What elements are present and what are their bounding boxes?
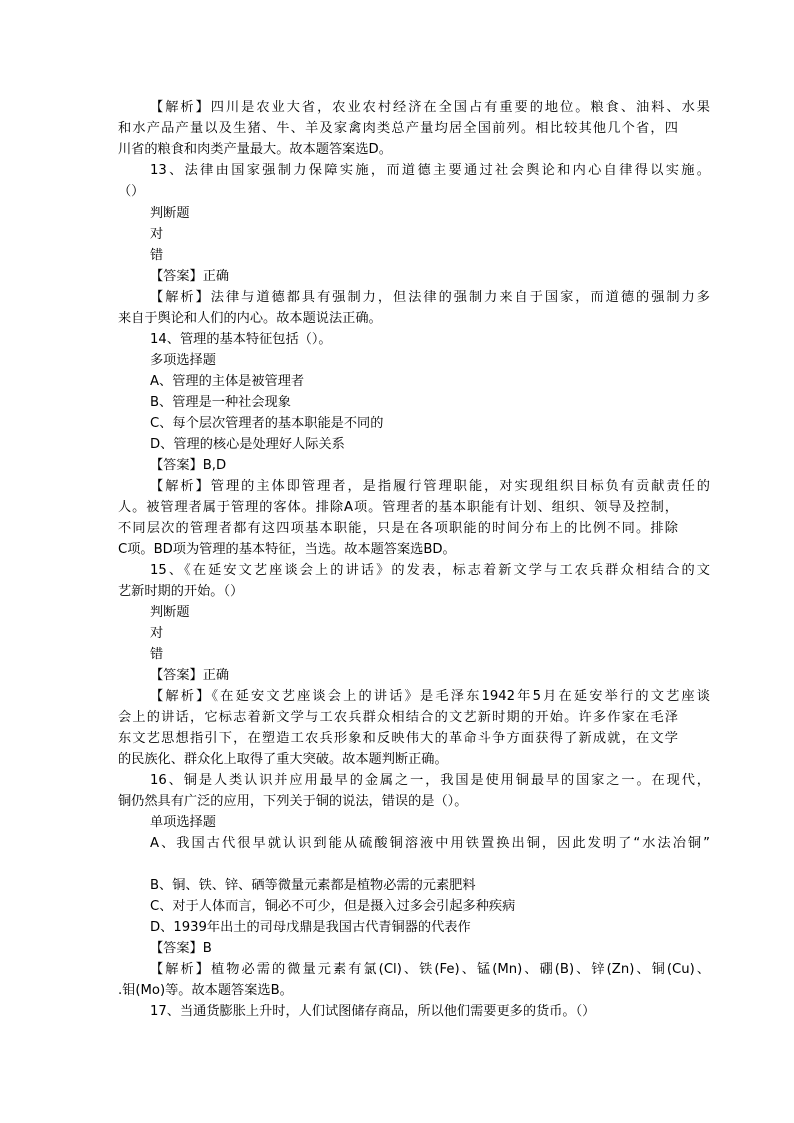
text-line: 【答案】B,D xyxy=(150,458,227,473)
text-line: C、对于人体而言，铜必不可少，但是摄入过多会引起多种疾病 xyxy=(150,899,516,914)
text-line: 艺新时期的开始。（） xyxy=(118,584,244,599)
text-line: A、我国古代很早就认识到能从硫酸铜溶液中用铁置换出铜，因此发明了“水法冶铜” xyxy=(150,836,710,851)
text-line: 17、当通货膨胀上升时，人们试图储存商品，所以他们需要更多的货币。（） xyxy=(150,1004,596,1019)
text-line: （） xyxy=(118,184,145,199)
text-line: 铜仍然具有广泛的应用，下列关于铜的说法，错误的是（）。 xyxy=(118,794,468,809)
text-line: 【答案】B xyxy=(150,941,212,956)
text-line: 川省的粮食和肉类产量最大。故本题答案选D。 xyxy=(118,142,392,157)
text-line: D、管理的核心是处理好人际关系 xyxy=(150,437,345,452)
text-line: 错 xyxy=(150,647,164,662)
text-line: 【解析】四川是农业大省，农业农村经济在全国占有重要的地位。粮食、油料、水果 xyxy=(150,100,710,115)
text-line: .钼(Mo)等。故本题答案选B。 xyxy=(118,983,293,998)
text-line: 16、铜是人类认识并应用最早的金属之一，我国是使用铜最早的国家之一。在现代， xyxy=(150,773,710,788)
text-line: 15、《在延安文艺座谈会上的讲话》的发表，标志着新文学与工农兵群众相结合的文 xyxy=(150,563,710,578)
text-line: 多项选择题 xyxy=(150,353,216,368)
text-line: 【解析】管理的主体即管理者，是指履行管理职能，对实现组织目标负有贡献责任的 xyxy=(150,479,710,494)
text-line: 判断题 xyxy=(150,206,190,221)
text-line: 【解析】《在延安文艺座谈会上的讲话》是毛泽东1942年5月在延安举行的文艺座谈 xyxy=(150,689,710,704)
text-line: B、管理是一种社会现象 xyxy=(150,395,291,410)
text-line: 对 xyxy=(150,626,164,641)
text-line: 【答案】正确 xyxy=(150,269,230,284)
text-line: 和水产品产量以及生猪、牛、羊及家禽肉类总产量均居全国前列。相比较其他几个省，四 xyxy=(118,121,678,136)
text-line: 的民族化、群众化上取得了重大突破。故本题判断正确。 xyxy=(118,752,448,767)
text-line: D、1939年出土的司母戊鼎是我国古代青铜器的代表作 xyxy=(150,920,471,935)
text-line: C、每个层次管理者的基本职能是不同的 xyxy=(150,416,384,431)
text-line: 13、法律由国家强制力保障实施，而道德主要通过社会舆论和内心自律得以实施。 xyxy=(150,163,710,178)
text-line: B、铜、铁、锌、硒等微量元素都是植物必需的元素肥料 xyxy=(150,878,476,893)
text-line: 【解析】法律与道德都具有强制力，但法律的强制力来自于国家，而道德的强制力多 xyxy=(150,290,710,305)
text-line: 对 xyxy=(150,227,164,242)
text-line: A、管理的主体是被管理者 xyxy=(150,374,305,389)
text-line: 人。被管理者属于管理的客体。排除A项。管理者的基本职能有计划、组织、领导及控制， xyxy=(118,500,678,515)
text-line: 不同层次的管理者都有这四项基本职能，只是在各项职能的时间分布上的比例不同。排除 xyxy=(118,521,678,536)
text-line: 判断题 xyxy=(150,605,190,620)
text-line: 东文艺思想指引下，在塑造工农兵形象和反映伟大的革命斗争方面获得了新成就，在文学 xyxy=(118,731,678,746)
text-line: 单项选择题 xyxy=(150,815,216,830)
text-line: C项。BD项为管理的基本特征，当选。故本题答案选BD。 xyxy=(118,542,456,557)
text-line: 错 xyxy=(150,248,164,263)
text-line: 来自于舆论和人们的内心。故本题说法正确。 xyxy=(118,311,382,326)
text-line: 【答案】正确 xyxy=(150,668,230,683)
text-line: 【解析】植物必需的微量元素有氯(Cl)、铁(Fe)、锰(Mn)、硼(B)、锌(Zn)、铜(Cu)、 xyxy=(150,962,710,977)
text-line: 会上的讲话，它标志着新文学与工农兵群众相结合的文艺新时期的开始。许多作家在毛泽 xyxy=(118,710,678,725)
text-line: 14、管理的基本特征包括（）。 xyxy=(150,332,332,347)
